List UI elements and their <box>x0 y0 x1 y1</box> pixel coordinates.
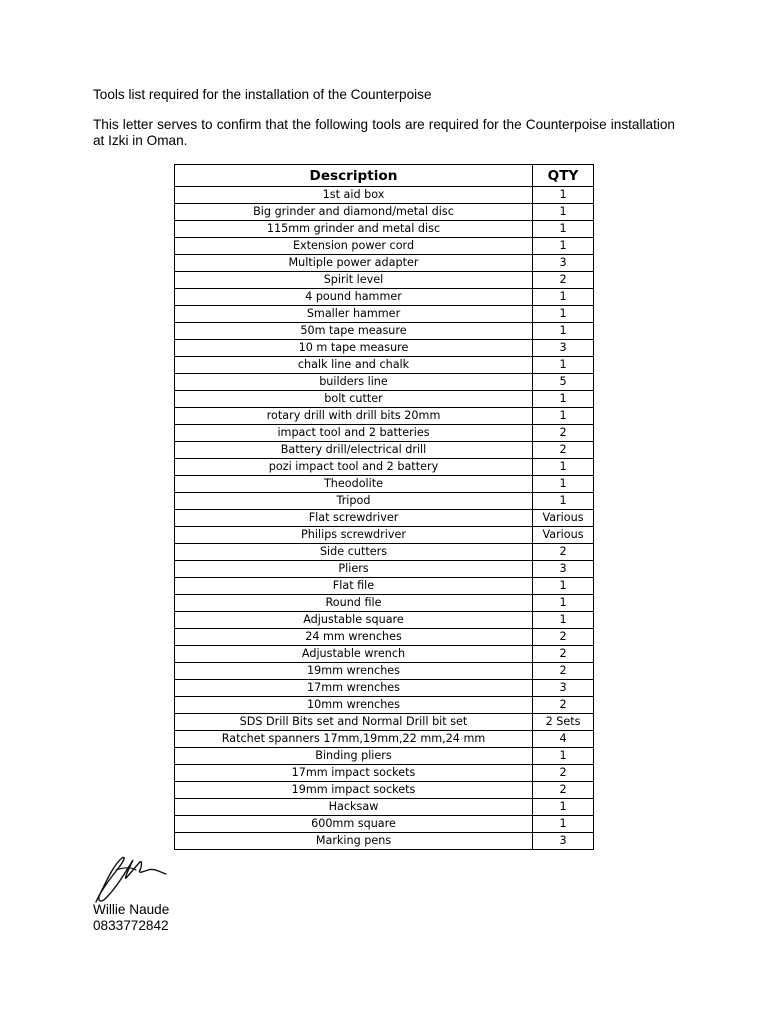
tool-description: 600mm square <box>175 816 533 833</box>
table-row <box>175 833 594 850</box>
tool-qty: 1 <box>533 476 594 493</box>
signature-image <box>92 848 172 906</box>
table-row <box>175 306 594 323</box>
tool-description: bolt cutter <box>175 391 533 408</box>
table-row <box>175 595 594 612</box>
tool-qty: 3 <box>533 833 594 850</box>
tool-qty: 1 <box>533 204 594 221</box>
table-row <box>175 340 594 357</box>
tool-qty: 2 <box>533 425 594 442</box>
table-header-row <box>175 165 594 187</box>
table-row <box>175 527 594 544</box>
table-row <box>175 272 594 289</box>
tool-qty: 1 <box>533 748 594 765</box>
tool-qty: 1 <box>533 391 594 408</box>
tool-qty: 3 <box>533 680 594 697</box>
tool-qty: 2 <box>533 442 594 459</box>
tool-qty: 5 <box>533 374 594 391</box>
tool-qty: 2 <box>533 663 594 680</box>
tool-qty: 1 <box>533 323 594 340</box>
tool-description: SDS Drill Bits set and Normal Drill bit set <box>175 714 533 731</box>
tool-description: 10mm wrenches <box>175 697 533 714</box>
tool-description: Side cutters <box>175 544 533 561</box>
table-row <box>175 765 594 782</box>
tool-qty: 1 <box>533 799 594 816</box>
tool-qty: 2 <box>533 765 594 782</box>
table-row <box>175 391 594 408</box>
tool-qty: 1 <box>533 612 594 629</box>
table-row <box>175 510 594 527</box>
table-row <box>175 629 594 646</box>
table-row <box>175 374 594 391</box>
tool-qty: 1 <box>533 816 594 833</box>
tool-qty: 2 <box>533 782 594 799</box>
tool-qty: 1 <box>533 357 594 374</box>
letter-heading: Tools list required for the installation of the Counterpoise <box>93 87 432 102</box>
signatory-phone: 0833772842 <box>93 918 169 933</box>
table-row <box>175 357 594 374</box>
tool-description: Round file <box>175 595 533 612</box>
tool-qty: Various <box>533 510 594 527</box>
tool-description: 115mm grinder and metal disc <box>175 221 533 238</box>
table-row <box>175 459 594 476</box>
tool-description: 24 mm wrenches <box>175 629 533 646</box>
table-row <box>175 714 594 731</box>
tool-qty: 2 <box>533 697 594 714</box>
tool-qty: 2 <box>533 629 594 646</box>
tool-description: 10 m tape measure <box>175 340 533 357</box>
tool-description: 4 pound hammer <box>175 289 533 306</box>
table-row <box>175 476 594 493</box>
letter-intro: This letter serves to confirm that the following tools are required for the Counterpoise installation at Izki in Oman. <box>93 117 675 148</box>
tool-description: Tripod <box>175 493 533 510</box>
tool-qty: 1 <box>533 221 594 238</box>
tool-description: chalk line and chalk <box>175 357 533 374</box>
tool-qty: 3 <box>533 340 594 357</box>
table-row <box>175 816 594 833</box>
table-row <box>175 697 594 714</box>
table-row <box>175 544 594 561</box>
table-row <box>175 782 594 799</box>
table-row <box>175 425 594 442</box>
table-row <box>175 646 594 663</box>
table-row <box>175 612 594 629</box>
tool-description: Flat screwdriver <box>175 510 533 527</box>
tool-description: 17mm impact sockets <box>175 765 533 782</box>
table-row <box>175 663 594 680</box>
table-row <box>175 289 594 306</box>
table-row <box>175 680 594 697</box>
table-row <box>175 442 594 459</box>
table-row <box>175 578 594 595</box>
table-row <box>175 561 594 578</box>
tool-description: Binding pliers <box>175 748 533 765</box>
tool-description: Pliers <box>175 561 533 578</box>
tool-description: 19mm impact sockets <box>175 782 533 799</box>
table-row <box>175 204 594 221</box>
tool-qty: 1 <box>533 493 594 510</box>
tool-qty: 3 <box>533 561 594 578</box>
qty-header: QTY <box>533 165 594 187</box>
tool-qty: 3 <box>533 255 594 272</box>
tool-description: 1st aid box <box>175 187 533 204</box>
tool-description: Philips screwdriver <box>175 527 533 544</box>
tool-qty: 1 <box>533 238 594 255</box>
tool-qty: 4 <box>533 731 594 748</box>
tool-description: 50m tape measure <box>175 323 533 340</box>
tool-qty: 1 <box>533 595 594 612</box>
tool-qty: 1 <box>533 578 594 595</box>
tool-qty: 2 <box>533 646 594 663</box>
tool-description: Spirit level <box>175 272 533 289</box>
table-row <box>175 238 594 255</box>
tool-qty: 1 <box>533 289 594 306</box>
table-row <box>175 799 594 816</box>
tool-qty: 1 <box>533 459 594 476</box>
tool-qty: 1 <box>533 187 594 204</box>
tool-description: Extension power cord <box>175 238 533 255</box>
tool-qty: 1 <box>533 408 594 425</box>
table-row <box>175 493 594 510</box>
tools-table <box>174 164 594 850</box>
table-row <box>175 323 594 340</box>
table-row <box>175 408 594 425</box>
tool-description: Multiple power adapter <box>175 255 533 272</box>
tool-description: Marking pens <box>175 833 533 850</box>
tool-description: Big grinder and diamond/metal disc <box>175 204 533 221</box>
tool-qty: 2 <box>533 272 594 289</box>
tool-description: Battery drill/electrical drill <box>175 442 533 459</box>
tool-description: Adjustable square <box>175 612 533 629</box>
table-row <box>175 187 594 204</box>
tool-description: pozi impact tool and 2 battery <box>175 459 533 476</box>
description-header: Description <box>175 165 533 187</box>
tool-description: 19mm wrenches <box>175 663 533 680</box>
table-row <box>175 255 594 272</box>
signatory-name: Willie Naude <box>93 902 170 917</box>
tool-description: Smaller hammer <box>175 306 533 323</box>
tool-description: Flat file <box>175 578 533 595</box>
tool-description: Ratchet spanners 17mm,19mm,22 mm,24 mm <box>175 731 533 748</box>
table-row <box>175 748 594 765</box>
table-row <box>175 221 594 238</box>
tool-qty: 1 <box>533 306 594 323</box>
tool-qty: 2 Sets <box>533 714 594 731</box>
tool-description: impact tool and 2 batteries <box>175 425 533 442</box>
tools-table-body <box>175 187 594 850</box>
tool-description: Hacksaw <box>175 799 533 816</box>
tool-description: builders line <box>175 374 533 391</box>
tool-qty: Various <box>533 527 594 544</box>
tool-qty: 2 <box>533 544 594 561</box>
tool-description: rotary drill with drill bits 20mm <box>175 408 533 425</box>
table-row <box>175 731 594 748</box>
tool-description: Adjustable wrench <box>175 646 533 663</box>
tool-description: 17mm wrenches <box>175 680 533 697</box>
tool-description: Theodolite <box>175 476 533 493</box>
